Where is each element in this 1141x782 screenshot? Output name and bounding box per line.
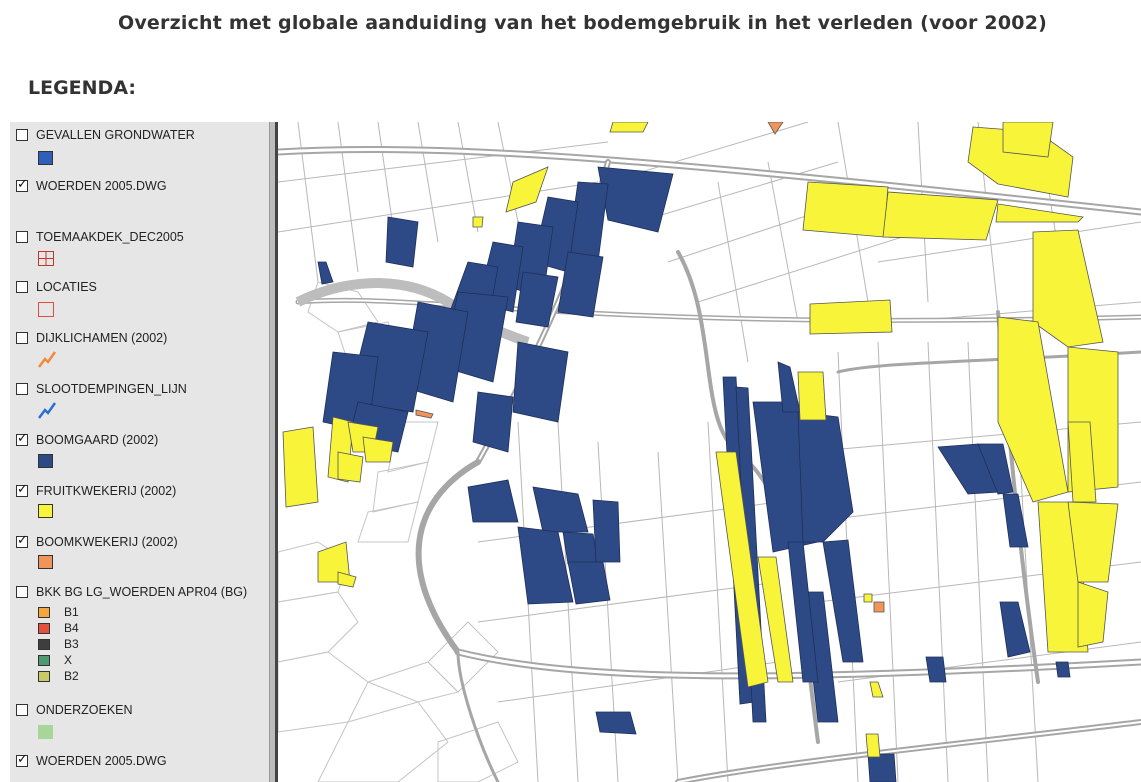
fill-swatch-icon [38, 725, 53, 739]
fill-swatch-icon [38, 623, 50, 634]
zigzag-line-blue-icon [38, 401, 58, 419]
fill-swatch-icon [38, 655, 50, 666]
layer-bkk-bg-lg[interactable] [16, 585, 247, 599]
map-view[interactable] [278, 122, 1141, 782]
layer-woerden-2005-dwg-2[interactable] [16, 754, 167, 768]
layer-locaties[interactable] [16, 280, 97, 294]
layer-checkbox[interactable] [16, 129, 28, 141]
fill-swatch-icon [38, 555, 53, 569]
layer-dijklichamen[interactable] [16, 331, 167, 345]
layer-checkbox[interactable] [16, 755, 28, 767]
fill-swatch-icon [38, 671, 50, 682]
layer-checkbox[interactable] [16, 434, 28, 446]
layer-checkbox[interactable] [16, 586, 28, 598]
class-label: B2 [64, 669, 79, 683]
layer-checkbox[interactable] [16, 281, 28, 293]
outline-square-icon [38, 302, 54, 317]
layer-checkbox[interactable] [16, 332, 28, 344]
layer-checkbox[interactable] [16, 383, 28, 395]
fill-swatch-icon [38, 151, 53, 165]
legend-heading: LEGENDA: [28, 77, 136, 99]
layer-checkbox[interactable] [16, 485, 28, 497]
layer-onderzoeken[interactable] [16, 703, 133, 717]
grid-square-icon [38, 251, 54, 266]
layer-panel [10, 122, 275, 782]
fill-swatch-icon [38, 607, 50, 618]
class-x [38, 653, 72, 667]
class-b2 [38, 669, 79, 683]
class-label: B1 [64, 605, 79, 619]
layer-label: ONDERZOEKEN [36, 703, 133, 717]
layer-checkbox[interactable] [16, 231, 28, 243]
layer-label: BOOMGAARD (2002) [36, 433, 159, 447]
class-b3 [38, 637, 79, 651]
boomgaard-parcels [318, 167, 1070, 782]
layer-label: WOERDEN 2005.DWG [36, 179, 167, 193]
class-label: X [64, 653, 73, 667]
layer-boomkwekerij[interactable] [16, 535, 178, 549]
layer-checkbox[interactable] [16, 704, 28, 716]
layer-label: GEVALLEN GRONDWATER [36, 128, 195, 142]
layer-label: BKK BG LG_WOERDEN APR04 (BG) [36, 585, 248, 599]
layer-label: BOOMKWEKERIJ (2002) [36, 535, 178, 549]
class-label: B4 [64, 621, 79, 635]
zigzag-line-orange-icon [38, 350, 58, 368]
layer-label: SLOOTDEMPINGEN_LIJN [36, 382, 187, 396]
class-b4 [38, 621, 79, 635]
page-title: Overzicht met globale aanduiding van het bodemgebruik in het verleden (voor 2002) [118, 12, 1047, 34]
fill-swatch-icon [38, 504, 53, 518]
map-canvas[interactable] [278, 122, 1141, 782]
class-b1 [38, 605, 79, 619]
layer-boomgaard[interactable] [16, 433, 158, 447]
layer-slootdempingen[interactable] [16, 382, 187, 396]
layer-checkbox[interactable] [16, 536, 28, 548]
class-label: B3 [64, 637, 79, 651]
layer-label: FRUITKWEKERIJ (2002) [36, 484, 177, 498]
layer-label: LOCATIES [36, 280, 97, 294]
layer-label: WOERDEN 2005.DWG [36, 754, 167, 768]
fill-swatch-icon [38, 454, 53, 468]
layer-fruitkwekerij[interactable] [16, 484, 176, 498]
layer-gevallen-grondwater[interactable] [16, 128, 195, 142]
layer-checkbox[interactable] [16, 180, 28, 192]
layer-toemaakdek[interactable] [16, 230, 184, 244]
layer-woerden-2005-dwg[interactable] [16, 179, 167, 193]
fill-swatch-icon [38, 639, 50, 650]
layer-label: DIJKLICHAMEN (2002) [36, 331, 168, 345]
layer-label: TOEMAAKDEK_DEC2005 [36, 230, 184, 244]
